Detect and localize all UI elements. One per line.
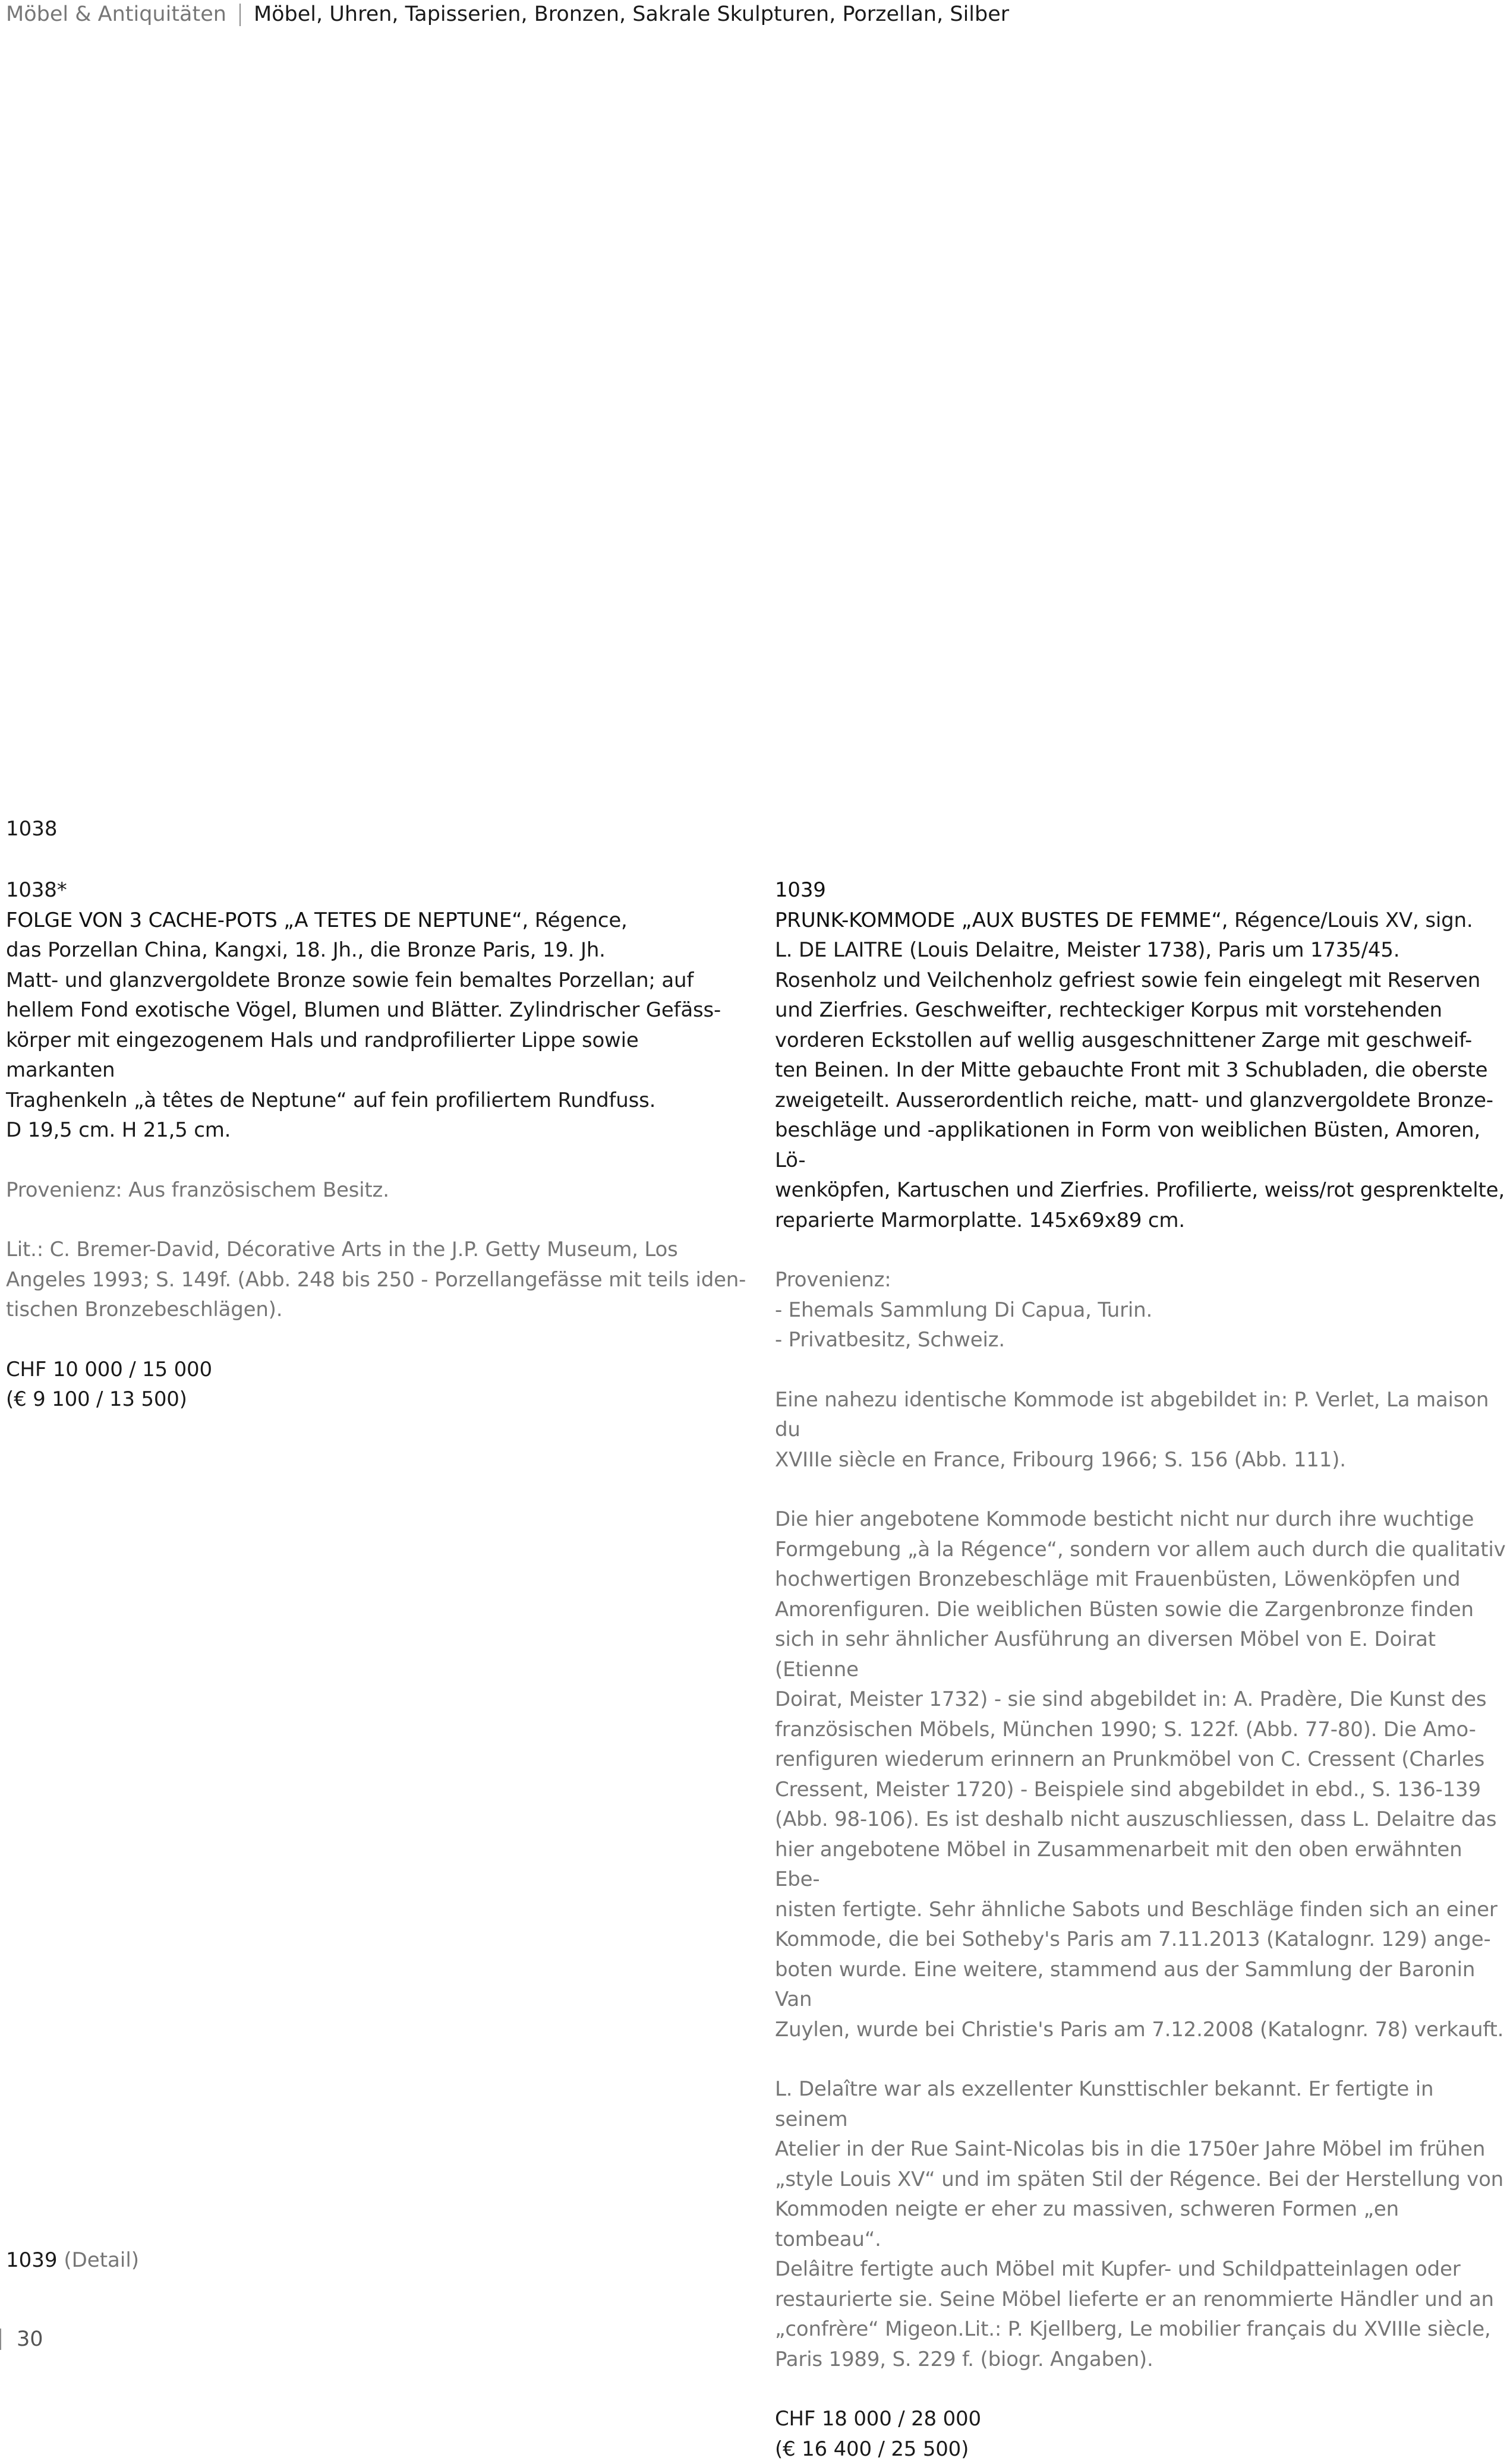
spacer xyxy=(775,1235,1506,1265)
provenance-line: - Privatbesitz, Schweiz. xyxy=(775,1325,1506,1355)
description-line: L. DE LAITRE (Louis Delaitre, Meister 1738), Paris um 1735/45. xyxy=(775,935,1506,966)
figure-label-1038: 1038 xyxy=(6,814,58,844)
reference-line: XVIIIe siècle en France, Fribourg 1966; S. 156 (Abb. 111). xyxy=(775,1445,1506,1475)
essay-line: boten wurde. Eine weitere, stammend aus der Sammlung der Baronin Van xyxy=(775,1955,1506,2015)
essay-line: nisten fertigte. Sehr ähnliche Sabots und Beschläge finden sich an einer xyxy=(775,1895,1506,1925)
essay-line: Kommoden neigte er eher zu massiven, schweren Formen „en tombeau“. xyxy=(775,2194,1506,2254)
description-line: Rosenholz und Veilchenholz gefriest sowie fein eingelegt mit Reserven xyxy=(775,966,1506,996)
provenance-line: - Ehemals Sammlung Di Capua, Turin. xyxy=(775,1295,1506,1326)
spacer xyxy=(6,1205,752,1235)
description-line: wenköpfen, Kartuschen und Zierfries. Profilierte, weiss/rot gesprenktelte, xyxy=(775,1175,1506,1206)
header-topics: Möbel, Uhren, Tapisserien, Bronzen, Sakrale Skulpturen, Porzellan, Silber xyxy=(254,2,1009,26)
spacer xyxy=(775,1355,1506,1385)
essay-line: L. Delaître war als exzellenter Kunsttischler bekannt. Er fertigte in seinem xyxy=(775,2074,1506,2134)
spacer xyxy=(775,2374,1506,2404)
spacer xyxy=(775,1475,1506,1504)
lot-number: 1039 xyxy=(775,875,1506,906)
estimate-eur: (€ 16 400 / 25 500) xyxy=(775,2434,1506,2464)
description-line: reparierte Marmorplatte. 145x69x89 cm. xyxy=(775,1206,1506,1236)
lot-1039-description xyxy=(775,875,1506,2464)
essay-line: Cressent, Meister 1720) - Beispiele sind abgebildet in ebd., S. 136-139 xyxy=(775,1775,1506,1805)
literature-line: Lit.: C. Bremer-David, Décorative Arts in the J.P. Getty Museum, Los xyxy=(6,1235,752,1265)
essay-line: französischen Möbels, München 1990; S. 122f. (Abb. 77-80). Die Amo- xyxy=(775,1715,1506,1745)
description-line: Matt- und glanzvergoldete Bronze sowie fein bemaltes Porzellan; auf xyxy=(6,966,752,996)
literature-line: tischen Bronzebeschlägen). xyxy=(6,1295,752,1325)
lot-title-rest: Régence/Louis XV, sign. xyxy=(1228,908,1473,932)
running-header xyxy=(6,0,1009,29)
lot-title-main: FOLGE VON 3 CACHE-POTS „A TETES DE NEPTUNE“, xyxy=(6,908,528,932)
estimate-chf: CHF 10 000 / 15 000 xyxy=(6,1355,752,1385)
essay-line: (Abb. 98-106). Es ist deshalb nicht auszuschliessen, dass L. Delaitre das xyxy=(775,1804,1506,1835)
essay-line: restaurierte sie. Seine Möbel lieferte er an renommierte Händler und an xyxy=(775,2285,1506,2315)
essay-line: renfiguren wiederum erinnern an Prunkmöbel von C. Cressent (Charles xyxy=(775,1744,1506,1775)
lot-1038-description xyxy=(6,875,752,1415)
description-line: das Porzellan China, Kangxi, 18. Jh., die Bronze Paris, 19. Jh. xyxy=(6,935,752,966)
essay-line: Doirat, Meister 1732) - sie sind abgebildet in: A. Pradère, Die Kunst des xyxy=(775,1684,1506,1715)
essay-line: Paris 1989, S. 229 f. (biogr. Angaben). xyxy=(775,2345,1506,2375)
description-line: Traghenkeln „à têtes de Neptune“ auf fein profiliertem Rundfuss. xyxy=(6,1086,752,1116)
essay-line: „style Louis XV“ und im späten Stil der Régence. Bei der Herstellung von xyxy=(775,2165,1506,2195)
essay-line: hochwertigen Bronzebeschläge mit Frauenbüsten, Löwenköpfen und xyxy=(775,1564,1506,1595)
essay-line: „confrère“ Migeon.Lit.: P. Kjellberg, Le mobilier français du XVIIIe siècle, xyxy=(775,2314,1506,2345)
spacer xyxy=(6,1146,752,1175)
header-divider xyxy=(239,4,241,26)
description-line: ten Beinen. In der Mitte gebauchte Front mit 3 Schubladen, die oberste xyxy=(775,1055,1506,1086)
essay-line: Amorenfiguren. Die weiblichen Büsten sowie die Zargenbronze finden xyxy=(775,1595,1506,1625)
lot-title-main: PRUNK-KOMMODE „AUX BUSTES DE FEMME“, xyxy=(775,908,1228,932)
figure-label-lot: 1039 xyxy=(6,2248,58,2272)
essay-line: Atelier in der Rue Saint-Nicolas bis in die 1750er Jahre Möbel im frühen xyxy=(775,2134,1506,2165)
reference-line: Eine nahezu identische Kommode ist abgebildet in: P. Verlet, La maison du xyxy=(775,1385,1506,1445)
spacer xyxy=(775,2045,1506,2074)
essay-line: hier angebotene Möbel in Zusammenarbeit mit den oben erwähnten Ebe- xyxy=(775,1835,1506,1895)
figure-label-1039-detail xyxy=(6,2245,139,2275)
essay-line: Delâitre fertigte auch Möbel mit Kupfer- und Schildpatteinlagen oder xyxy=(775,2254,1506,2285)
estimate-chf: CHF 18 000 / 28 000 xyxy=(775,2404,1506,2434)
description-line: vorderen Eckstollen auf wellig ausgeschnittener Zarge mit geschweif- xyxy=(775,1026,1506,1056)
description-line: hellem Fond exotische Vögel, Blumen und Blätter. Zylindrischer Gefäss- xyxy=(6,995,752,1026)
literature-line: Angeles 1993; S. 149f. (Abb. 248 bis 250 - Porzellangefässe mit teils iden- xyxy=(6,1265,752,1295)
lot-title xyxy=(6,906,752,936)
description-line: beschläge und -applikationen in Form von weiblichen Büsten, Amoren, Lö- xyxy=(775,1115,1506,1175)
estimate-eur: (€ 9 100 / 13 500) xyxy=(6,1384,752,1415)
provenance: Provenienz: Aus französischem Besitz. xyxy=(6,1175,752,1206)
description-line: zweigeteilt. Ausserordentlich reiche, matt- und glanzvergoldete Bronze- xyxy=(775,1086,1506,1116)
lot-title xyxy=(775,906,1506,936)
provenance-line: Provenienz: xyxy=(775,1265,1506,1295)
essay-line: Die hier angebotene Kommode besticht nicht nur durch ihre wuchtige xyxy=(775,1504,1506,1535)
description-line: und Zierfries. Geschweifter, rechteckiger Korpus mit vorstehenden xyxy=(775,995,1506,1026)
figure-label-suffix: (Detail) xyxy=(58,2248,140,2272)
essay-line: Kommode, die bei Sotheby's Paris am 7.11.2013 (Katalognr. 129) ange- xyxy=(775,1924,1506,1955)
lot-number: 1038* xyxy=(6,875,752,906)
essay-line: Zuylen, wurde bei Christie's Paris am 7.12.2008 (Katalognr. 78) verkauft. xyxy=(775,2015,1506,2045)
lot-title-rest: Régence, xyxy=(528,908,628,932)
essay-line: Formgebung „à la Régence“, sondern vor allem auch durch die qualitativ xyxy=(775,1535,1506,1565)
footer-divider xyxy=(0,2329,1,2350)
header-section: Möbel & Antiquitäten xyxy=(6,2,226,26)
essay-line: sich in sehr ähnlicher Ausführung an diversen Möbel von E. Doirat (Etienne xyxy=(775,1624,1506,1684)
page-number: 30 xyxy=(17,2326,43,2353)
description-line: D 19,5 cm. H 21,5 cm. xyxy=(6,1115,752,1146)
description-line: körper mit eingezogenem Hals und randprofilierter Lippe sowie markanten xyxy=(6,1026,752,1086)
spacer xyxy=(6,1325,752,1355)
